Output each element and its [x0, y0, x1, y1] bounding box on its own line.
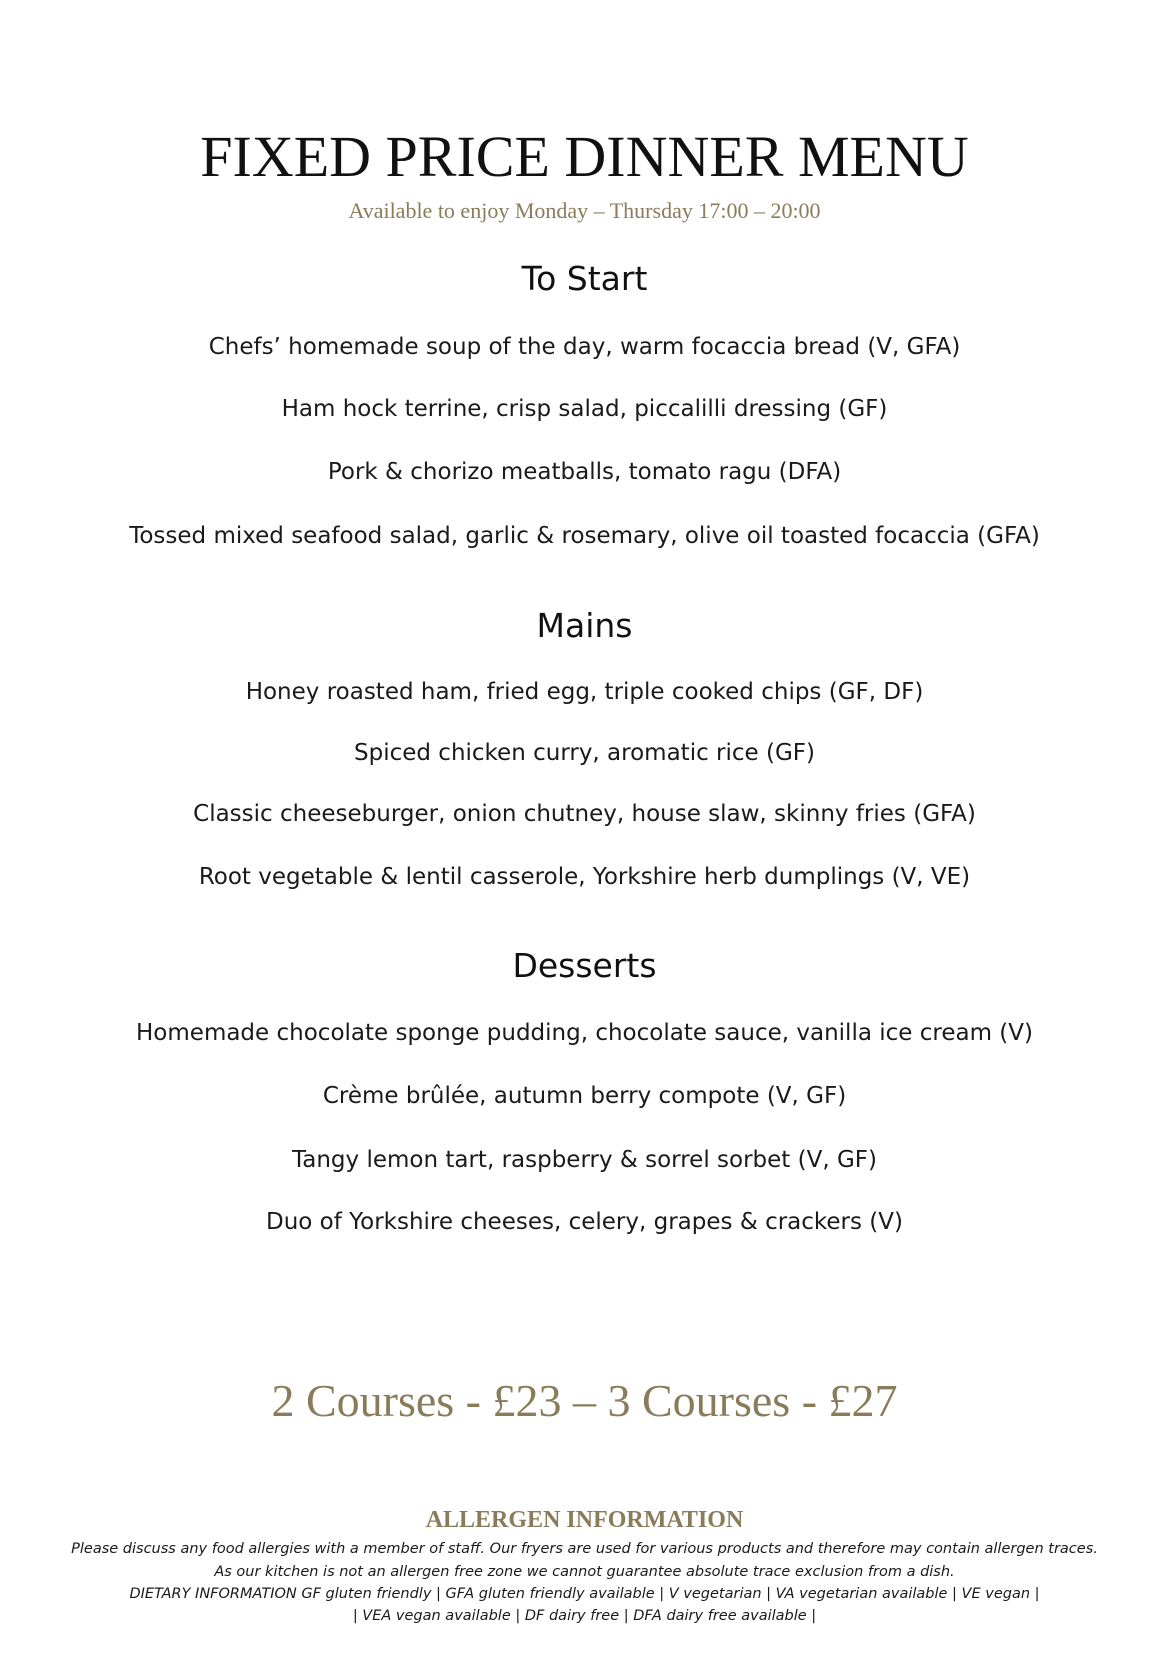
dish-item: Ham hock terrine, crisp salad, piccalilli dressing (GF)	[281, 396, 888, 422]
dish-item: Tossed mixed seafood salad, garlic & rosemary, olive oil toasted focaccia (GFA)	[129, 523, 1040, 549]
dietary-key: | VEA vegan available | DF dairy free | DFA dairy free available |	[352, 1608, 817, 1624]
allergen-note: As our kitchen is not an allergen free zone we cannot guarantee absolute trace exclusion from a dish.	[214, 1564, 955, 1580]
menu-title: FIXED PRICE DINNER MENU	[200, 124, 969, 189]
dish-item: Chefs’ homemade soup of the day, warm focaccia bread (V, GFA)	[208, 334, 961, 360]
dish-item: Spiced chicken curry, aromatic rice (GF)	[354, 740, 815, 766]
allergen-heading: ALLERGEN INFORMATION	[425, 1507, 744, 1533]
section-heading-starters: To Start	[521, 259, 648, 298]
dish-item: Crème brûlée, autumn berry compote (V, GF)	[322, 1083, 847, 1109]
dish-item: Pork & chorizo meatballs, tomato ragu (DFA)	[327, 459, 842, 485]
dish-item: Root vegetable & lentil casserole, Yorkshire herb dumplings (V, VE)	[198, 864, 971, 890]
dietary-key: DIETARY INFORMATION GF gluten friendly | GFA gluten friendly available | V vegetarian | VA vegetarian available | VE vegan |	[129, 1586, 1040, 1602]
dish-item: Duo of Yorkshire cheeses, celery, grapes & crackers (V)	[265, 1209, 903, 1235]
section-heading-mains: Mains	[536, 606, 633, 645]
allergen-note: Please discuss any food allergies with a member of staff. Our fryers are used for various products and therefore may contain allergen traces.	[71, 1541, 1098, 1557]
dish-item: Homemade chocolate sponge pudding, chocolate sauce, vanilla ice cream (V)	[136, 1020, 1033, 1046]
dish-item: Classic cheeseburger, onion chutney, house slaw, skinny fries (GFA)	[193, 801, 976, 827]
dish-item: Honey roasted ham, fried egg, triple cooked chips (GF, DF)	[245, 679, 924, 705]
course-pricing: 2 Courses - £23 – 3 Courses - £27	[271, 1375, 898, 1426]
menu-availability: Available to enjoy Monday – Thursday 17:00 – 20:00	[348, 198, 821, 223]
dish-item: Tangy lemon tart, raspberry & sorrel sorbet (V, GF)	[292, 1147, 877, 1173]
section-heading-desserts: Desserts	[512, 946, 657, 985]
